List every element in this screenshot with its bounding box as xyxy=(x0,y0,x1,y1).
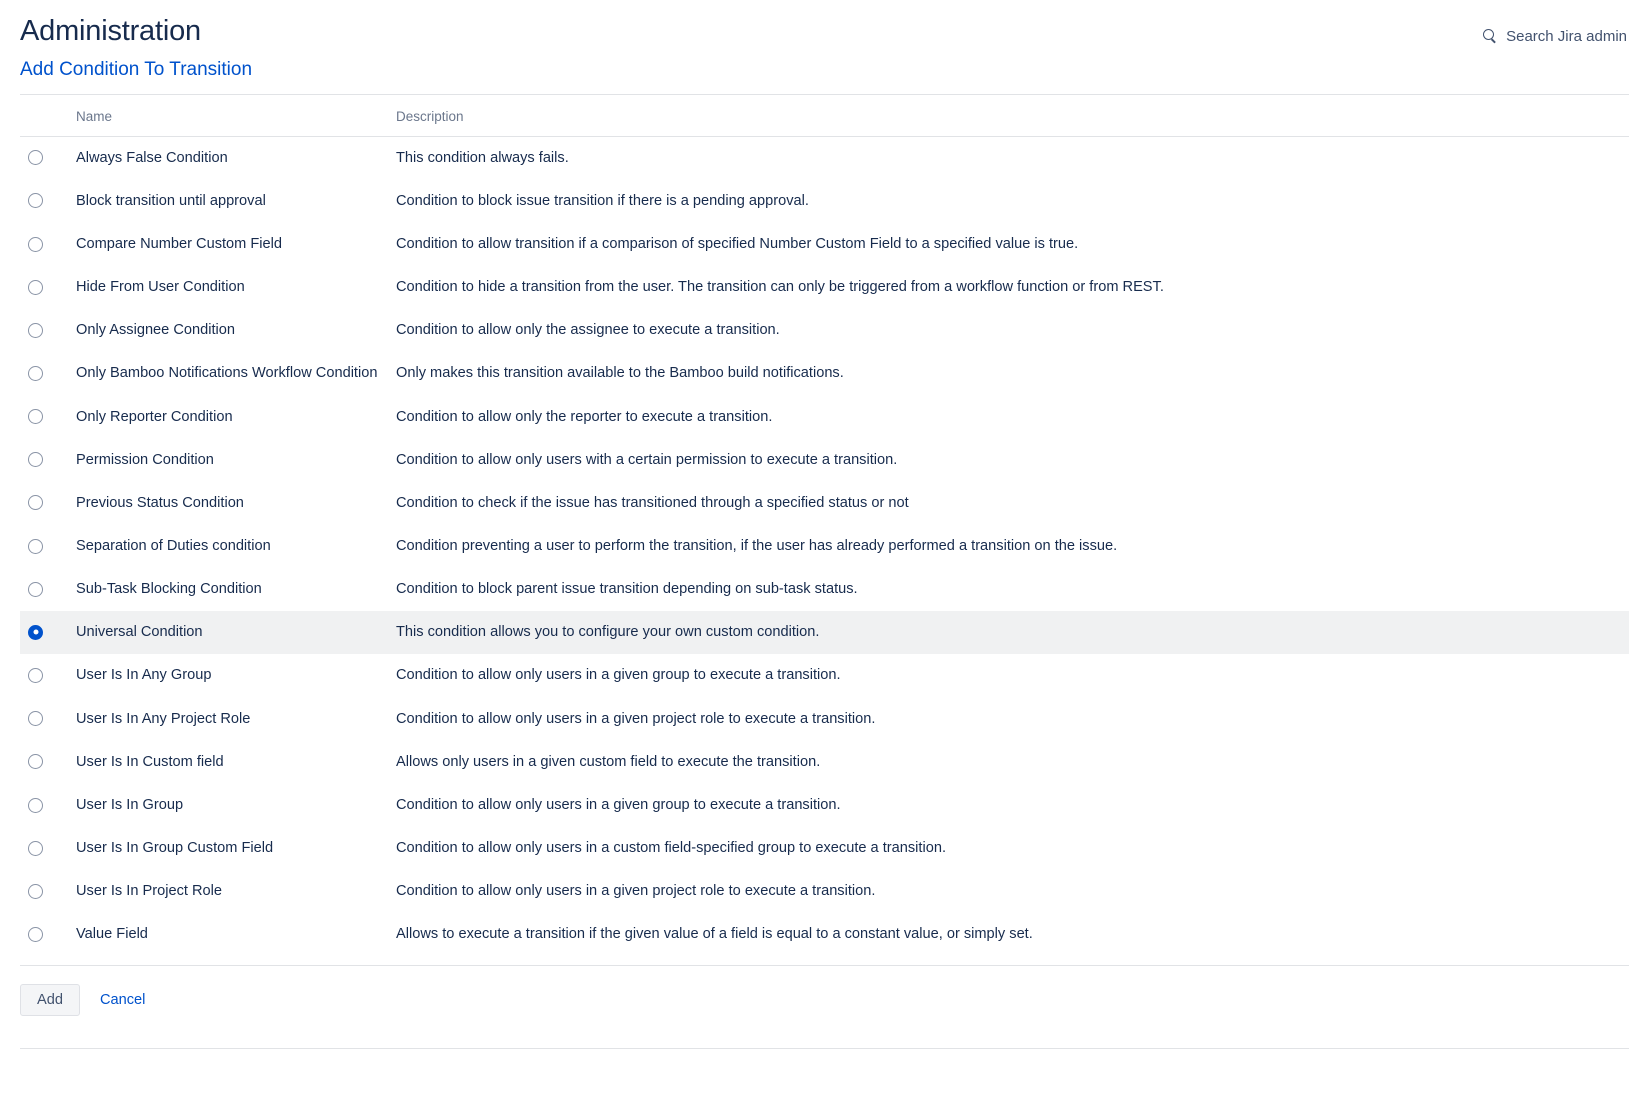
condition-description: This condition always fails. xyxy=(396,149,569,166)
radio-cell[interactable] xyxy=(20,223,68,266)
condition-name: Permission Condition xyxy=(76,451,214,468)
condition-radio[interactable] xyxy=(28,409,43,424)
table-row[interactable] xyxy=(20,870,1629,913)
condition-description: Condition to allow only users in a given group to execute a transition. xyxy=(396,796,841,813)
condition-description: Only makes this transition available to the Bamboo build notifications. xyxy=(396,365,844,382)
column-description: Description xyxy=(388,95,1629,137)
condition-name: User Is In Group xyxy=(76,796,184,813)
condition-name: User Is In Any Group xyxy=(76,667,212,684)
condition-radio[interactable] xyxy=(28,452,43,467)
condition-name: Only Bamboo Notifications Workflow Condition xyxy=(76,365,378,382)
table-body xyxy=(20,136,1629,956)
condition-radio[interactable] xyxy=(28,625,43,640)
radio-cell[interactable] xyxy=(20,352,68,395)
condition-description: Condition to allow only users in a given project role to execute a transition. xyxy=(396,883,876,900)
condition-description: Condition to allow only users in a given project role to execute a transition. xyxy=(396,710,876,727)
condition-radio[interactable] xyxy=(28,582,43,597)
column-select xyxy=(20,95,68,137)
conditions-table xyxy=(20,95,1629,957)
radio-cell[interactable] xyxy=(20,784,68,827)
condition-description: This condition allows you to configure your own custom condition. xyxy=(396,624,820,641)
section-title: Add Condition To Transition xyxy=(20,58,253,80)
condition-radio[interactable] xyxy=(28,366,43,381)
table-head xyxy=(20,95,1629,137)
condition-name: Sub-Task Blocking Condition xyxy=(76,581,262,598)
page-header xyxy=(0,0,1649,49)
condition-description: Condition to allow transition if a comparison of specified Number Custom Field to a specified value is true. xyxy=(396,235,1079,252)
table-row[interactable] xyxy=(20,654,1629,697)
radio-cell[interactable] xyxy=(20,741,68,784)
add-button[interactable]: Add xyxy=(20,984,80,1016)
form-actions xyxy=(0,966,1649,1034)
radio-cell[interactable] xyxy=(20,698,68,741)
condition-radio[interactable] xyxy=(28,668,43,683)
radio-cell[interactable] xyxy=(20,180,68,223)
condition-name: Universal Condition xyxy=(76,624,203,641)
table-row[interactable] xyxy=(20,827,1629,870)
bottom-divider xyxy=(20,1048,1629,1049)
condition-radio[interactable] xyxy=(28,237,43,252)
table-row[interactable] xyxy=(20,439,1629,482)
table-row[interactable] xyxy=(20,611,1629,654)
condition-description: Condition to allow only the reporter to execute a transition. xyxy=(396,408,773,425)
radio-cell[interactable] xyxy=(20,439,68,482)
radio-cell[interactable] xyxy=(20,525,68,568)
condition-radio[interactable] xyxy=(28,323,43,338)
radio-cell[interactable] xyxy=(20,136,68,180)
condition-radio[interactable] xyxy=(28,884,43,899)
condition-radio[interactable] xyxy=(28,495,43,510)
condition-name: Always False Condition xyxy=(76,149,228,166)
table-row[interactable] xyxy=(20,136,1629,180)
condition-radio[interactable] xyxy=(28,798,43,813)
condition-name: Only Assignee Condition xyxy=(76,322,236,339)
condition-name: Value Field xyxy=(76,926,148,943)
radio-cell[interactable] xyxy=(20,309,68,352)
condition-name: User Is In Project Role xyxy=(76,883,222,900)
condition-description: Condition to allow only users with a certain permission to execute a transition. xyxy=(396,451,898,468)
condition-radio[interactable] xyxy=(28,841,43,856)
condition-name: User Is In Group Custom Field xyxy=(76,840,274,857)
condition-name: Hide From User Condition xyxy=(76,279,245,296)
condition-description: Condition to allow only users in a custom field-specified group to execute a transition. xyxy=(396,840,946,857)
table-row[interactable] xyxy=(20,223,1629,266)
table-row[interactable] xyxy=(20,266,1629,309)
condition-radio[interactable] xyxy=(28,539,43,554)
condition-name: Compare Number Custom Field xyxy=(76,235,283,252)
condition-description: Condition to hide a transition from the user. The transition can only be triggered from a workflow function or from REST. xyxy=(396,279,1164,296)
radio-cell[interactable] xyxy=(20,568,68,611)
radio-cell[interactable] xyxy=(20,396,68,439)
condition-name: Separation of Duties condition xyxy=(76,538,271,554)
radio-cell[interactable] xyxy=(20,611,68,654)
radio-cell[interactable] xyxy=(20,266,68,309)
column-name: Name xyxy=(68,95,388,137)
table-header-row xyxy=(20,95,1629,137)
condition-radio[interactable] xyxy=(28,754,43,769)
condition-description: Condition to allow only users in a given group to execute a transition. xyxy=(396,667,841,684)
condition-radio[interactable] xyxy=(28,711,43,726)
table-row[interactable] xyxy=(20,568,1629,611)
table-row[interactable] xyxy=(20,913,1629,956)
condition-radio[interactable] xyxy=(28,280,43,295)
table-row[interactable] xyxy=(20,482,1629,525)
table-row[interactable] xyxy=(20,396,1629,439)
search-jira-admin-label: Search Jira admin xyxy=(1506,28,1627,45)
table-row[interactable] xyxy=(20,741,1629,784)
condition-name: User Is In Custom field xyxy=(76,753,224,770)
table-row[interactable] xyxy=(20,784,1629,827)
condition-name: Previous Status Condition xyxy=(76,494,244,511)
table-row[interactable] xyxy=(20,352,1629,395)
condition-description: Condition to block issue transition if there is a pending approval. xyxy=(396,192,809,209)
condition-description: Condition to check if the issue has transitioned through a specified status or not xyxy=(396,494,909,511)
condition-description: Allows to execute a transition if the given value of a field is equal to a constant value, or simply set. xyxy=(396,926,1033,943)
radio-cell[interactable] xyxy=(20,870,68,913)
condition-radio[interactable] xyxy=(28,193,43,208)
condition-name: Block transition until approval xyxy=(76,192,266,209)
radio-cell[interactable] xyxy=(20,913,68,956)
condition-radio[interactable] xyxy=(28,150,43,165)
condition-description: Condition preventing a user to perform the transition, if the user has already performed a transition on the issue. xyxy=(396,538,1118,554)
cancel-link[interactable]: Cancel xyxy=(99,991,146,1008)
search-jira-admin-button[interactable] xyxy=(1483,28,1627,45)
condition-description: Condition to block parent issue transition depending on sub-task status. xyxy=(396,581,858,598)
table-row[interactable] xyxy=(20,180,1629,223)
condition-name: User Is In Any Project Role xyxy=(76,710,251,727)
condition-description: Condition to allow only the assignee to execute a transition. xyxy=(396,322,780,339)
condition-name: Only Reporter Condition xyxy=(76,408,233,425)
table-row[interactable] xyxy=(20,309,1629,352)
page-title: Administration xyxy=(20,15,201,47)
radio-cell[interactable] xyxy=(20,482,68,525)
table-row[interactable] xyxy=(20,698,1629,741)
condition-radio[interactable] xyxy=(28,927,43,942)
search-icon xyxy=(1483,29,1498,44)
radio-cell[interactable] xyxy=(20,827,68,870)
radio-cell[interactable] xyxy=(20,654,68,697)
table-row[interactable] xyxy=(20,525,1629,568)
condition-description: Allows only users in a given custom field to execute the transition. xyxy=(396,753,821,770)
